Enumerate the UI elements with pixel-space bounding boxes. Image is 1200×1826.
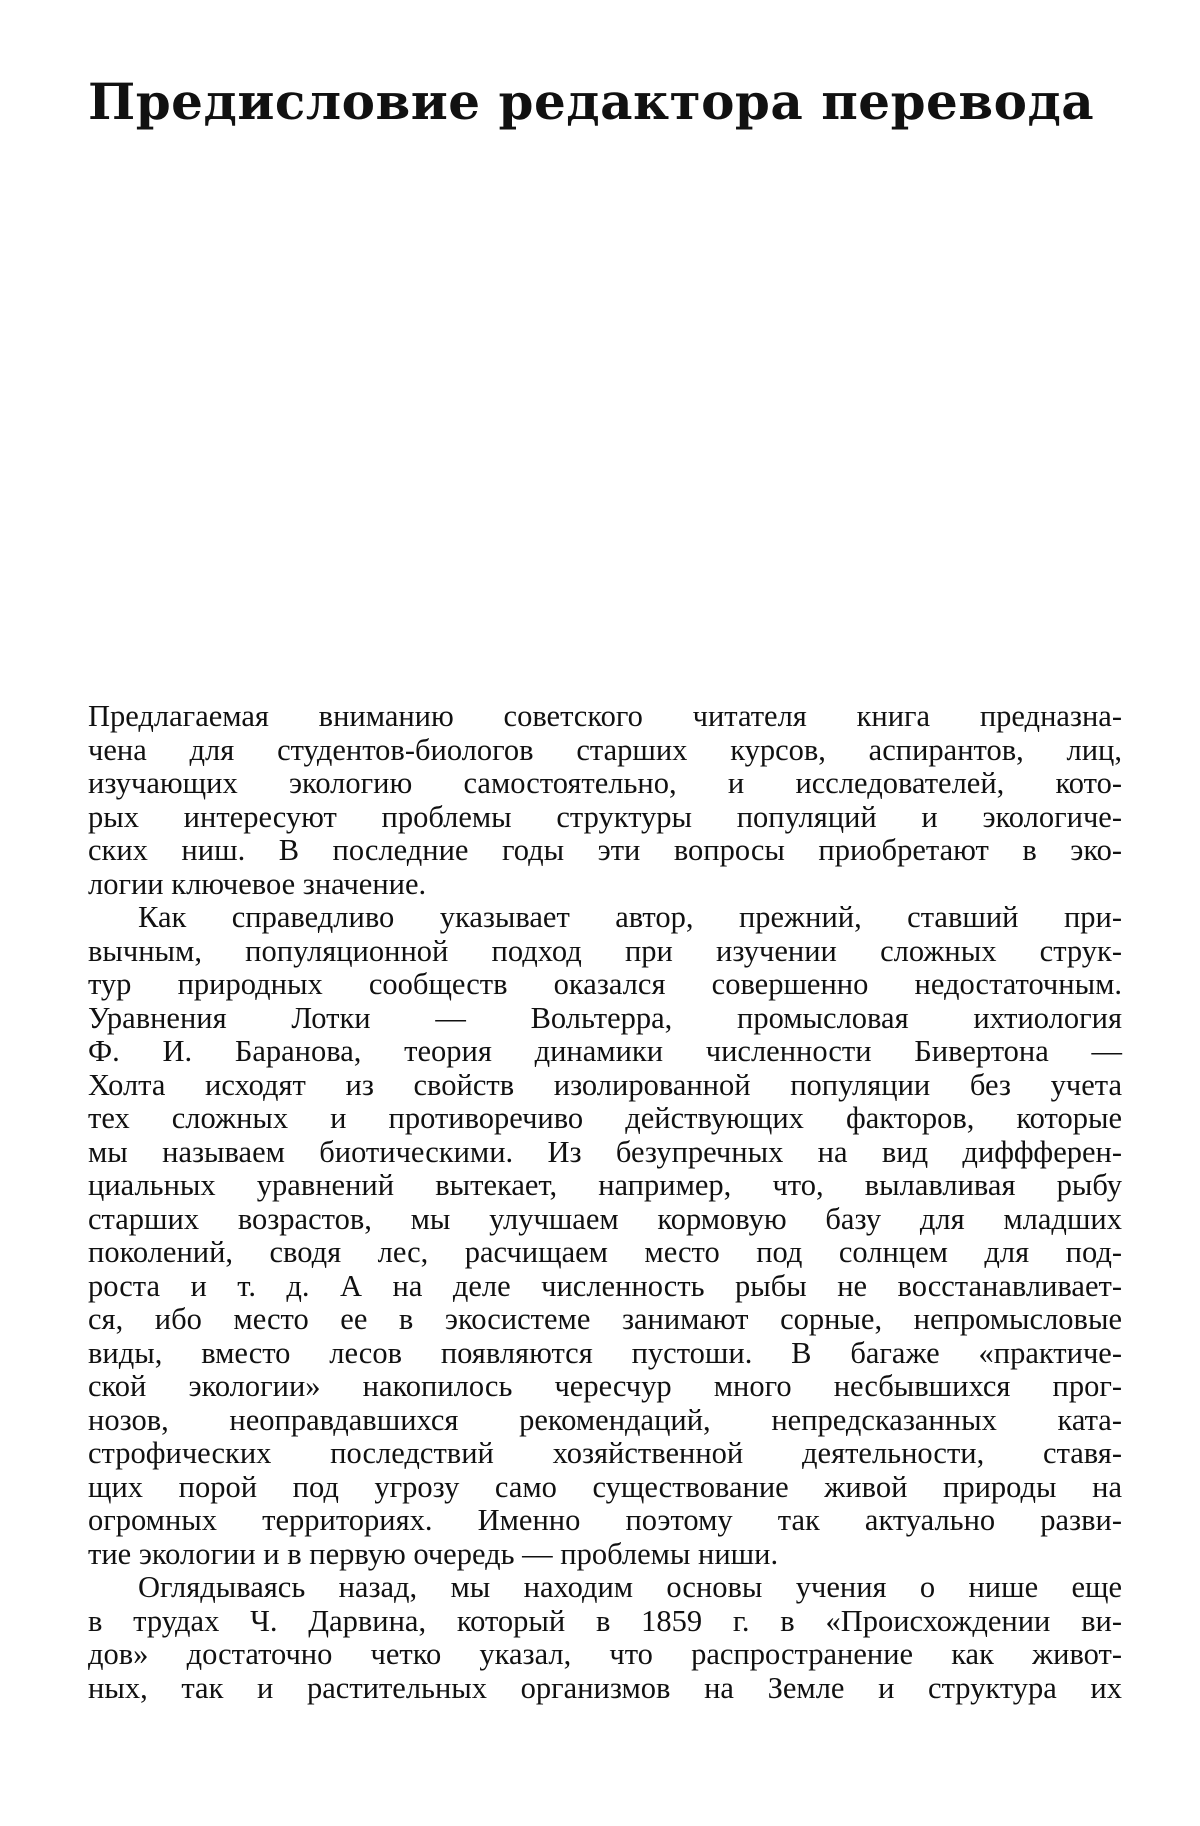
paragraph-3: [88, 1571, 1122, 1705]
text-line: ся, ибо место ее в экосистеме занимают сорные, непромысловые: [88, 1302, 1122, 1336]
paragraph-1: [88, 700, 1122, 901]
text-line: ных, так и растительных организмов на Земле и структура их: [88, 1670, 1122, 1705]
text-line: в трудах Ч. Дарвина, который в 1859 г. в «Происхождении ви-: [88, 1603, 1122, 1638]
text-line: вычным, популяционной подход при изучении сложных струк-: [88, 933, 1122, 968]
text-line: тех сложных и противоречиво действующих факторов, которые: [88, 1101, 1122, 1135]
text-line: рых интересуют проблемы структуры популяций и экологиче-: [88, 799, 1122, 834]
text-line: чена для студентов-биологов старших курсов, аспирантов, лиц,: [88, 732, 1122, 767]
text-line: тие экологии и в первую очередь — проблемы ниши.: [88, 1536, 779, 1571]
text-line: Уравнения Лотки — Вольтерра, промысловая ихтиология: [88, 1000, 1122, 1035]
text-line: логии ключевое значение.: [88, 866, 427, 901]
text-line: ской экологии» накопилось чересчур много несбывшихся прог-: [88, 1369, 1122, 1403]
text-line: нозов, неоправдавшихся рекомендаций, непредсказанных ката-: [88, 1402, 1122, 1437]
text-line: изучающих экологию самостоятельно, и исследователей, кото-: [88, 766, 1122, 800]
text-line: щих порой под угрозу само существование живой природы на: [88, 1469, 1122, 1504]
text-line: Как справедливо указывает автор, прежний, ставший при-: [138, 900, 1122, 934]
text-line: огромных территориях. Именно поэтому так актуально разви-: [88, 1503, 1122, 1537]
text-line: строфических последствий хозяйственной деятельности, ставя-: [88, 1436, 1122, 1470]
text-line: дов» достаточно четко указал, что распространение как живот-: [88, 1637, 1122, 1671]
text-line: ских ниш. В последние годы эти вопросы приобретают в эко-: [88, 833, 1122, 867]
text-line: старших возрастов, мы улучшаем кормовую базу для младших: [88, 1201, 1122, 1236]
text-line: Холта исходят из свойств изолированной популяции без учета: [88, 1067, 1122, 1102]
page-title: Предисловие редактора перевода: [88, 72, 1095, 131]
body-text: [88, 700, 1122, 1705]
paragraph-2: [88, 901, 1122, 1571]
text-line: Ф. И. Баранова, теория динамики численности Бивертона —: [88, 1034, 1122, 1068]
text-line: тур природных сообществ оказался совершенно недостаточным.: [88, 967, 1122, 1001]
text-line: циальных уравнений вытекает, например, что, вылавливая рыбу: [88, 1168, 1122, 1202]
text-line: виды, вместо лесов появляются пустоши. В багаже «практиче-: [88, 1335, 1122, 1370]
text-line: мы называем биотическими. Из безупречных на вид диффферен-: [88, 1134, 1122, 1169]
text-line: роста и т. д. А на деле численность рыбы не восстанавливает-: [88, 1268, 1122, 1303]
text-line: Предлагаемая вниманию советского читателя книга предназна-: [88, 699, 1122, 733]
text-line: Оглядываясь назад, мы находим основы учения о нише еще: [138, 1570, 1122, 1604]
text-line: поколений, сводя лес, расчищаем место под солнцем для под-: [88, 1235, 1122, 1269]
